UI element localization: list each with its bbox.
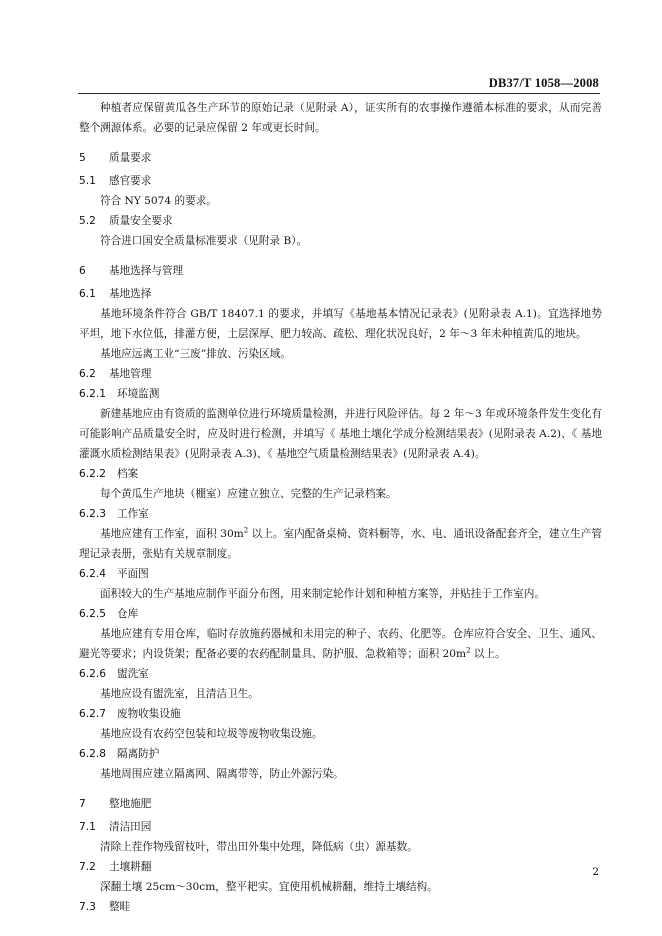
document-code: DB37/T 1058—2008: [488, 76, 599, 90]
section-6-2-3-heading: 6.2.3 工作室: [79, 508, 149, 520]
section-5-1-heading: 5.1 感官要求: [79, 175, 152, 187]
section-6-2-1-text: 新建基地应由有资质的监测单位进行环境质量检测，并进行风险评估。每 2 年～3 年或环境条件发生变化有可能影响产品质量安全时，应及时进行检测，并填写《 基地土壤化学成分检测结果表》(见附录表 A.2)、《 基地灌溉水质检测结果表》(见附录表 A.3)、《 基地空气质量检测结果表》(见附录表 A.4)。: [79, 408, 602, 460]
section-6-2-3-text: 基地应建有工作室，面积 $30m^2$ 以上。室内配备桌椅、资料橱等，水、电、通讯设备配套齐全，建立生产管理记录表册，张贴有关规章制度。: [79, 526, 602, 560]
section-5-heading: 5 质量要求: [79, 152, 152, 164]
section-6-2-5-text: 基地应建有专用仓库，临时存放施药器械和未用完的种子、农药、化肥等。仓库应符合安全、卫生、通风、避光等要求；内设货架；配备必要的农药配制量具、防护服、急救箱等；面积 $20m^2$ 以上。: [79, 628, 602, 660]
section-6-1-heading: 6.1 基地选择: [79, 288, 152, 300]
intro-paragraph: 种植者应保留黄瓜各生产环节的原始记录（见附录 A），证实所有的农事操作遵循本标准的要求，从而完善整个溯源体系。必要的记录应保留 2 年或更长时间。: [79, 102, 602, 134]
section-6-2-7-heading: 6.2.7 废物收集设施: [79, 708, 181, 720]
section-6-heading: 6 基地选择与管理: [79, 265, 184, 277]
section-6-2-4-text: 面积较大的生产基地应制作平面分布图，用来制定轮作计划和种植方案等，并贴挂于工作室内。: [100, 588, 545, 600]
section-7-2-text: 深翻土壤 25cm～30cm，整平耙实。宜使用机械耕翻，维持土壤结构。: [100, 881, 438, 893]
section-6-2-2-text: 每个黄瓜生产地块（棚室）应建立独立、完整的生产记录档案。: [100, 488, 397, 500]
section-6-2-5-heading: 6.2.5 仓库: [79, 608, 139, 620]
section-5-1-text: 符合 NY 5074 的要求。: [100, 195, 217, 207]
header-rule: [78, 93, 600, 94]
section-6-1-paragraph-2: 基地应远离工业“三废”排放、污染区域。: [100, 348, 291, 360]
document-body: [79, 98, 602, 917]
section-6-2-4-heading: 6.2.4 平面图: [79, 568, 149, 580]
section-6-2-8-heading: 6.2.8 隔离防护: [79, 748, 160, 760]
section-7-3-heading: 7.3 整畦: [79, 901, 131, 913]
section-6-2-6-heading: 6.2.6 盥洗室: [79, 668, 149, 680]
section-6-2-7-text: 基地应设有农药空包装和垃圾等废物收集设施。: [100, 728, 323, 740]
section-7-heading: 7 整地施肥: [79, 798, 152, 810]
section-7-1-text: 清除上茬作物残留枝叶，带出田外集中处理，降低病（虫）源基数。: [100, 841, 418, 853]
section-5-2-heading: 5.2 质量安全要求: [79, 215, 173, 227]
section-6-2-8-text: 基地周围应建立隔离网、隔离带等，防止外源污染。: [100, 768, 344, 780]
section-6-1-paragraph-1: 基地环境条件符合 GB/T 18407.1 的要求，并填写《基地基本情况记录表》(见附录表 A.1)。宜选择地势平坦，地下水位低，排灌方便，土层深厚、肥力较高、疏松、理化状况良好，2 年～3 年未种植黄瓜的地块。: [79, 308, 602, 340]
section-5-2-text: 符合进口国安全质量标准要求（见附录 B）。: [100, 235, 308, 247]
section-6-2-1-heading: 6.2.1 环境监测: [79, 388, 160, 400]
page-number: 2: [592, 866, 599, 878]
section-6-2-heading: 6.2 基地管理: [79, 368, 152, 380]
section-7-1-heading: 7.1 清洁田园: [79, 821, 152, 833]
section-6-2-2-heading: 6.2.2 档案: [79, 468, 139, 480]
section-6-2-6-text: 基地应设有盥洗室，且清洁卫生。: [100, 688, 259, 700]
section-7-2-heading: 7.2 土壤耕翻: [79, 861, 152, 873]
